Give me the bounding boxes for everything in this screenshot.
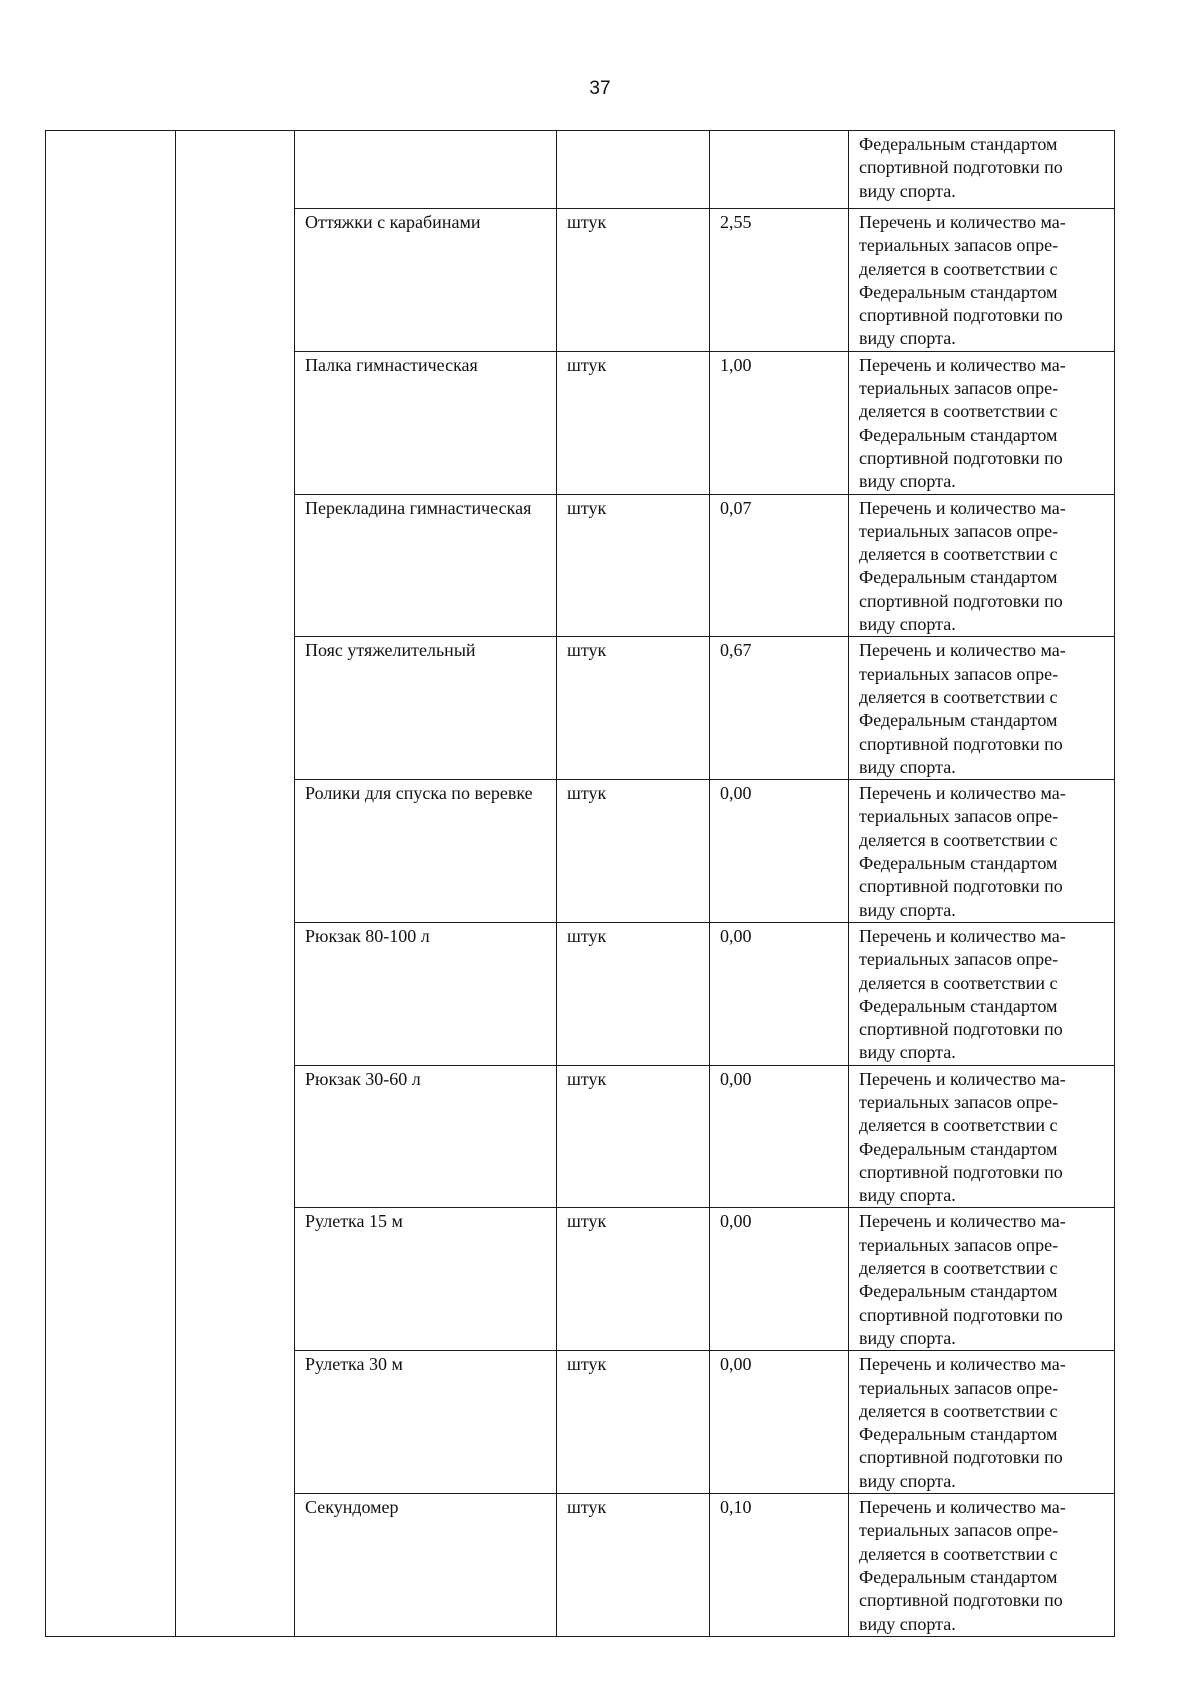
- note-line: териальных запасов опре-: [859, 1377, 1059, 1398]
- note-line: Федеральным стандартом: [859, 1138, 1058, 1159]
- note-line: виду спорта.: [859, 1470, 956, 1491]
- quantity-cell: 0,10: [710, 1494, 849, 1637]
- note-line: Перечень и количество ма-: [859, 354, 1066, 375]
- note-cell: [849, 1494, 1115, 1637]
- item-name-cell: Оттяжки с карабинами: [295, 209, 557, 352]
- note-line: Федеральным стандартом: [859, 567, 1058, 588]
- quantity-cell: 0,00: [710, 1208, 849, 1351]
- quantity-cell: 0,00: [710, 922, 849, 1065]
- quantity-cell: [710, 131, 849, 209]
- note-line: Федеральным стандартом: [859, 995, 1058, 1016]
- note-line: Федеральным стандартом: [859, 281, 1058, 302]
- note-cell: [849, 1208, 1115, 1351]
- note-line: деляется в соответствии с: [859, 1258, 1058, 1279]
- note-line: спортивной подготовки по: [859, 733, 1063, 754]
- note-line: Перечень и количество ма-: [859, 212, 1066, 232]
- item-name-cell: Ролики для спуска по веревке: [295, 780, 557, 923]
- note-line: деляется в соответствии с: [859, 972, 1058, 993]
- note-line: Федеральным стандартом: [859, 853, 1058, 874]
- section-title-cell: [176, 131, 295, 1637]
- unit-cell: штук: [557, 922, 710, 1065]
- note-line: Перечень и количество ма-: [859, 1354, 1066, 1375]
- note-line: Федеральным стандартом: [859, 1281, 1058, 1302]
- note-line: Перечень и количество ма-: [859, 783, 1066, 804]
- note-line: териальных запасов опре-: [859, 378, 1059, 399]
- note-line: спортивной подготовки по: [859, 876, 1063, 897]
- note-line: виду спорта.: [859, 614, 956, 635]
- note-line: спортивной подготовки по: [859, 447, 1063, 468]
- note-line: Перечень и количество ма-: [859, 1497, 1066, 1518]
- item-name-cell: Рюкзак 80-100 л: [295, 922, 557, 1065]
- note-cell: [849, 1351, 1115, 1494]
- note-line: спортивной подготовки по: [859, 590, 1063, 611]
- item-name-cell: Рюкзак 30-60 л: [295, 1065, 557, 1208]
- note-line: териальных запасов опре-: [859, 663, 1059, 684]
- item-name-cell: [295, 131, 557, 209]
- item-name-cell: Пояс утяжелительный: [295, 637, 557, 780]
- table-body: [46, 131, 1115, 1637]
- note-line: спортивной подготовки по: [859, 1304, 1063, 1325]
- quantity-cell: 0,00: [710, 1351, 849, 1494]
- note-line: териальных запасов опре-: [859, 520, 1059, 541]
- unit-cell: штук: [557, 1208, 710, 1351]
- quantity-cell: 0,00: [710, 1065, 849, 1208]
- note-line: спортивной подготовки по: [859, 157, 1063, 178]
- note-line: виду спорта.: [859, 1613, 956, 1634]
- note-line: териальных запасов опре-: [859, 949, 1059, 970]
- unit-cell: [557, 131, 710, 209]
- note-line: Федеральным стандартом: [859, 1424, 1058, 1445]
- note-line: Перечень и количество ма-: [859, 497, 1066, 518]
- note-cell: [849, 494, 1115, 637]
- note-line: Перечень и количество ма-: [859, 1068, 1066, 1089]
- note-cell: [849, 131, 1115, 209]
- note-line: териальных запасов опре-: [859, 1091, 1059, 1112]
- section-number-cell: [46, 131, 176, 1637]
- note-line: виду спорта.: [859, 180, 956, 201]
- note-line: Перечень и количество ма-: [859, 925, 1066, 946]
- note-line: спортивной подготовки по: [859, 1019, 1063, 1040]
- note-cell: [849, 780, 1115, 923]
- note-line: териальных запасов опре-: [859, 235, 1059, 256]
- note-line: виду спорта.: [859, 756, 956, 777]
- note-line: виду спорта.: [859, 328, 956, 349]
- table-row-continuation: [46, 131, 1115, 209]
- note-line: виду спорта.: [859, 471, 956, 492]
- unit-cell: штук: [557, 1065, 710, 1208]
- note-line: деляется в соответствии с: [859, 1543, 1058, 1564]
- item-name-cell: Рулетка 30 м: [295, 1351, 557, 1494]
- item-name-cell: Рулетка 15 м: [295, 1208, 557, 1351]
- note-line: териальных запасов опре-: [859, 806, 1059, 827]
- item-name-cell: Перекладина гимнастическая: [295, 494, 557, 637]
- page-number: 37: [589, 78, 611, 99]
- note-line: виду спорта.: [859, 1327, 956, 1348]
- unit-cell: штук: [557, 209, 710, 352]
- note-cell: [849, 351, 1115, 494]
- item-name-cell: Секундомер: [295, 1494, 557, 1637]
- note-line: спортивной подготовки по: [859, 1447, 1063, 1468]
- unit-cell: штук: [557, 494, 710, 637]
- note-cell: [849, 637, 1115, 780]
- unit-cell: штук: [557, 1494, 710, 1637]
- quantity-cell: 0,67: [710, 637, 849, 780]
- quantity-cell: 1,00: [710, 351, 849, 494]
- note-line: виду спорта.: [859, 1185, 956, 1206]
- unit-cell: штук: [557, 637, 710, 780]
- note-line: виду спорта.: [859, 899, 956, 920]
- quantity-cell: 2,55: [710, 209, 849, 352]
- note-line: деляется в соответствии с: [859, 544, 1058, 565]
- quantity-cell: 0,07: [710, 494, 849, 637]
- note-line: спортивной подготовки по: [859, 305, 1063, 326]
- item-name-cell: Палка гимнастическая: [295, 351, 557, 494]
- equipment-table: [45, 130, 1115, 1637]
- note-line: деляется в соответствии с: [859, 258, 1058, 279]
- note-line: Федеральным стандартом: [859, 424, 1058, 445]
- note-line: деляется в соответствии с: [859, 401, 1058, 422]
- unit-cell: штук: [557, 1351, 710, 1494]
- note-cell: [849, 209, 1115, 352]
- note-line: териальных запасов опре-: [859, 1234, 1059, 1255]
- note-line: спортивной подготовки по: [859, 1590, 1063, 1611]
- note-line: Перечень и количество ма-: [859, 1211, 1066, 1232]
- note-line: Федеральным стандартом: [859, 1566, 1058, 1587]
- note-line: деляется в соответствии с: [859, 829, 1058, 850]
- note-line: виду спорта.: [859, 1042, 956, 1063]
- note-line: деляется в соответствии с: [859, 686, 1058, 707]
- note-cell: [849, 1065, 1115, 1208]
- note-line: деляется в соответствии с: [859, 1400, 1058, 1421]
- note-cell: [849, 922, 1115, 1065]
- unit-cell: штук: [557, 780, 710, 923]
- note-line: Федеральным стандартом: [859, 710, 1058, 731]
- note-line: деляется в соответствии с: [859, 1115, 1058, 1136]
- note-line: спортивной подготовки по: [859, 1161, 1063, 1182]
- quantity-cell: 0,00: [710, 780, 849, 923]
- note-line: Федеральным стандартом: [859, 134, 1058, 154]
- note-line: териальных запасов опре-: [859, 1520, 1059, 1541]
- unit-cell: штук: [557, 351, 710, 494]
- note-line: Перечень и количество ма-: [859, 640, 1066, 661]
